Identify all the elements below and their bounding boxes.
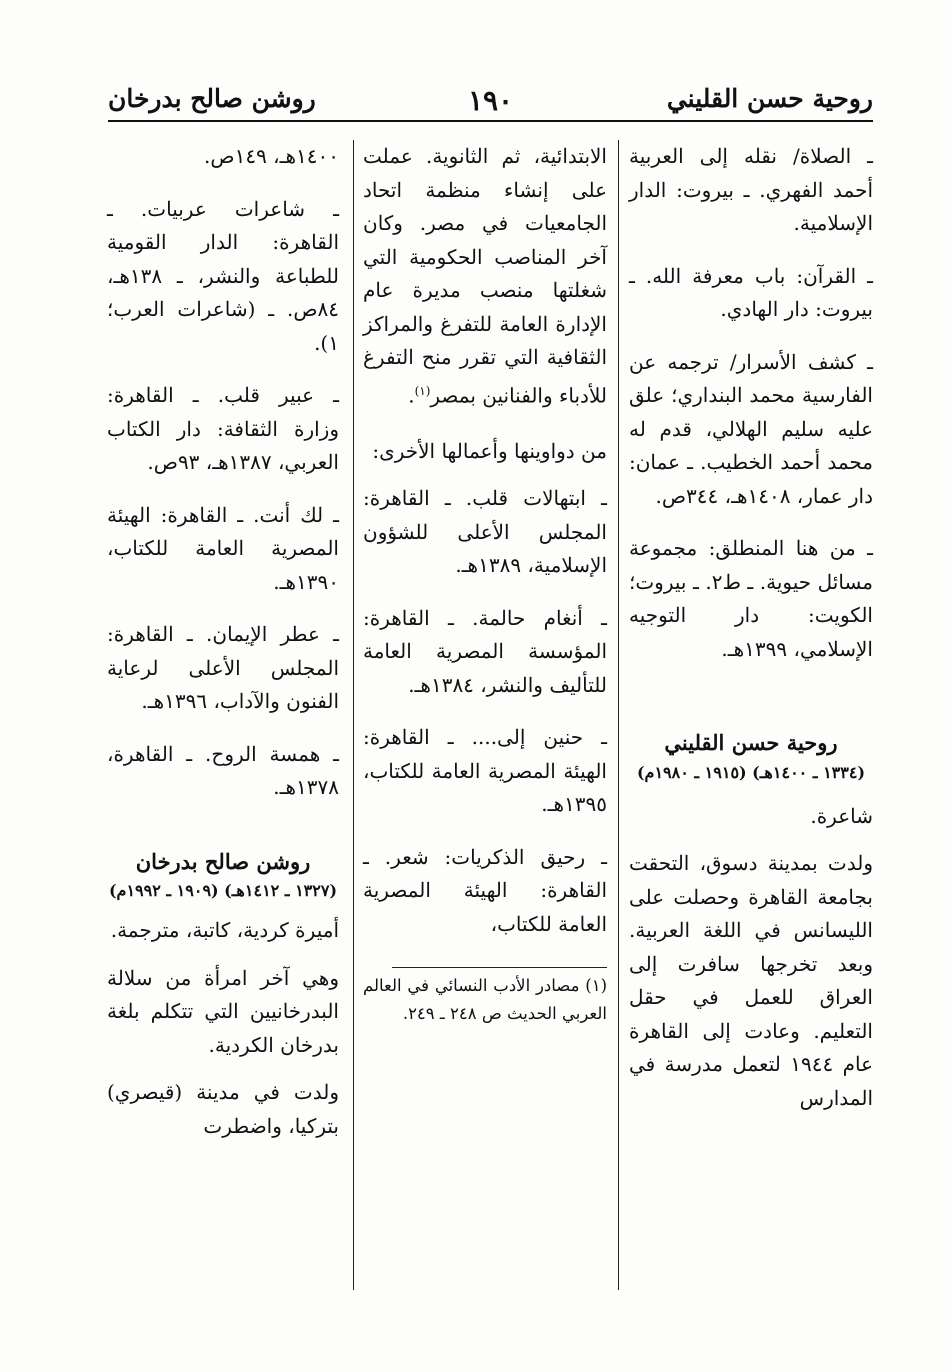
work-entry: ـ شاعرات عربيات. ـ القاهرة: الدار القومية للطباعة والنشر، ـ ١٣٨هـ، ٨٤ص. ـ (شاعرات العرب؛ ١). [107, 196, 339, 355]
bio-paragraph: ولدت بمدينة دسوق، التحقت بجامعة القاهرة وحصلت على الليسانس في اللغة العربية. وبعد تخرجها سافرت إلى العراق للعمل في حقل التعليم. وعادت إلى القاهرة عام ١٩٤٤ لتعمل مدرسة في المدارس [629, 851, 873, 1110]
work-entry: ـ من هنا المنطلق: مجموعة مسائل حيوية. ـ ط٢. ـ بيروت؛ الكويت: دار التوجيه الإسلامي، ١٣٩٩هـ. [629, 536, 873, 661]
bio-role: أميرة كردية، كاتبة، مترجمة. [110, 918, 339, 942]
column-left [107, 140, 339, 1157]
footnote-marker: (١) [414, 383, 431, 398]
running-header [108, 78, 873, 122]
column-right [629, 140, 873, 1129]
bio-role: شاعرة. [810, 803, 873, 828]
bio-paragraph: الابتدائية، ثم الثانوية. عملت على إنشاء منظمة اتحاد الجامعيات في مصر. وكان آخر المناصب الحكومية التي شغلتها منصب مديرة عام الإدارة العامة للتفرغ والمراكز الثقافية التي تقرر منح التفرغ للأدباء والفنانين بمصر$^{(١)}$. [363, 144, 607, 408]
work-entry: ـ رحيق الذكريات: شعر. ـ القاهرة: الهيئة المصرية العامة للكتاب، [363, 844, 607, 936]
header-right-title: روحية حسن القليني [666, 84, 873, 113]
works-intro: من دواوينها وأعمالها الأخرى: [372, 438, 607, 463]
work-entry: ـ الصلاة/ نقله إلى العربية أحمد الفهري. ـ بيروت: الدار الإسلامية. [629, 144, 873, 235]
work-entry: ـ أنغام حالمة. ـ القاهرة: المؤسسة المصرية العامة للتأليف والنشر، ١٣٨٤هـ. [363, 605, 607, 697]
column-divider [618, 140, 619, 1290]
bio-paragraph: وهي آخر امرأة من سلالة البدرخانيين التي تتكلم بلغة بدرخان الكردية. [107, 965, 339, 1057]
footnote: (١) مصادر الأدب النسائي في العالم العربي الحديث ص ٢٤٨ ـ ٢٤٩. [363, 976, 607, 1024]
bio-heading: روحية حسن القليني [664, 730, 838, 755]
work-entry: ـ ابتهالات قلب. ـ القاهرة: المجلس الأعلى للشؤون الإسلامية، ١٣٨٩هـ. [363, 486, 607, 578]
work-entry: ـ عبير قلب. ـ القاهرة: وزارة الثقافة: دار الكتاب العربي، ١٣٨٧هـ، ٩٣ص. [107, 383, 339, 474]
bio-dates: (١٣٣٤ ـ ١٤٠٠هـ) (١٩١٥ ـ ١٩٨٠م) [636, 762, 866, 782]
work-entry: ـ كشف الأسرار/ ترجمه عن الفارسية محمد البنداري؛ علق عليه سليم الهلالي، قدم له محمد أحمد الخطيب. ـ عمان: دار عمار، ١٤٠٨هـ، ٣٤٤ص. [629, 349, 873, 508]
page-number: ١٩٠ [467, 84, 514, 117]
work-entry: ـ لك أنت. ـ القاهرة: الهيئة المصرية العامة للكتاب، ١٣٩٠هـ. [107, 502, 339, 594]
footnote-rule [392, 967, 607, 968]
bio-text: الابتدائية، ثم الثانوية. عملت على إنشاء منظمة اتحاد الجامعيات في مصر. وكان آخر المناصب الحكومية التي شغلتها منصب مديرة عام الإدارة العامة للتفرغ والمراكز الثقافية التي تقرر منح التفرغ للأدباء والفنانين بمصر [363, 144, 607, 408]
work-entry: ـ عطر الإيمان. ـ القاهرة: المجلس الأعلى لرعاية الفنون والآداب، ١٣٩٦هـ. [107, 622, 339, 713]
work-entry: ـ القرآن: باب معرفة الله. ـ بيروت: دار الهادي. [629, 263, 873, 321]
column-divider [353, 140, 354, 1290]
bio-heading: روشن صالح بدرخان [135, 848, 311, 874]
header-left-title: روشن صالح بدرخان [108, 84, 316, 113]
column-middle [363, 140, 607, 1028]
work-entry: ١٤٠٠هـ، ١٤٩ص. [204, 144, 339, 168]
bio-dates: (١٣٢٧ ـ ١٤١٢هـ) (١٩٠٩ ـ ١٩٩٢م) [108, 881, 338, 900]
work-entry: ـ حنين إلى.... ـ القاهرة: الهيئة المصرية العامة للكتاب، ١٣٩٥هـ. [363, 725, 607, 817]
work-entry: ـ همسة الروح. ـ القاهرة، ١٣٧٨هـ. [107, 741, 339, 799]
bio-paragraph: ولدت في مدينة (قيصري) بتركيا، واضطرت [107, 1080, 339, 1138]
